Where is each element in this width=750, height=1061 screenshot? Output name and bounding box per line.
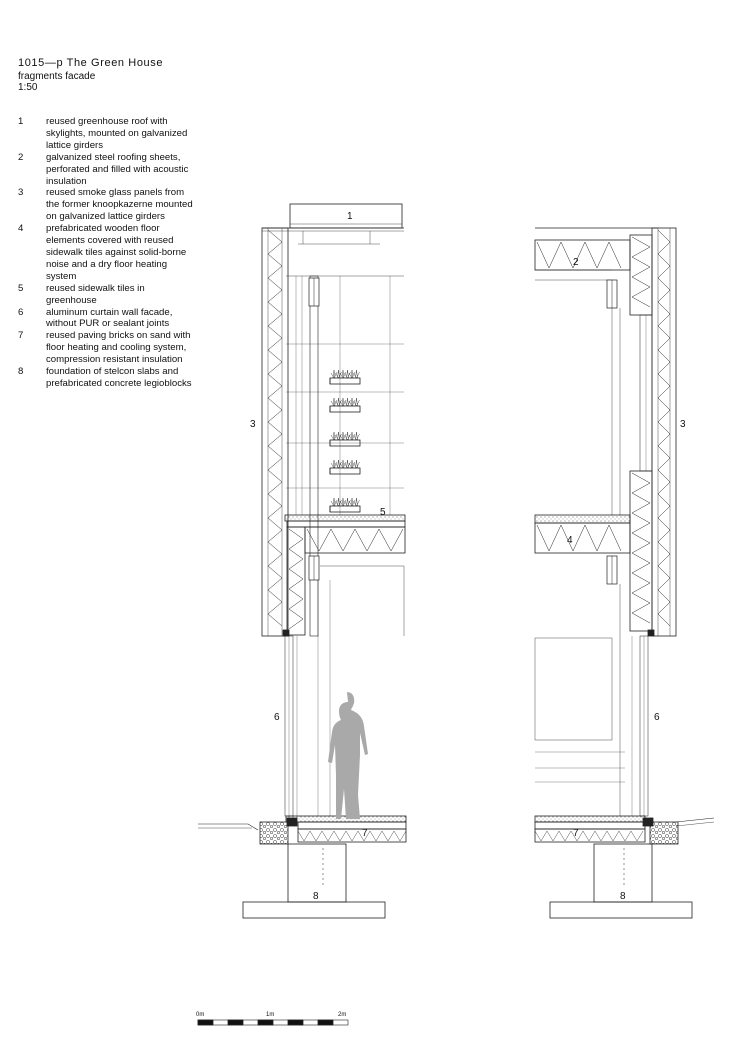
label-7-right: 7 <box>573 828 579 839</box>
scale-label-1: 1m <box>266 1012 275 1018</box>
floor-girder-right <box>535 523 630 553</box>
label-1: 1 <box>347 211 353 222</box>
steel-roofing <box>535 240 630 270</box>
label-6-left: 6 <box>274 712 280 723</box>
legend-text: galvanized steel roofing sheets, perforated and filled with acoustic insulation <box>46 151 189 187</box>
label-2: 2 <box>573 257 579 268</box>
plant-icon <box>331 398 360 406</box>
label-6-right: 6 <box>654 712 660 723</box>
legend-number: 2 <box>18 151 24 163</box>
legend-number: 5 <box>18 282 24 294</box>
callouts <box>196 211 686 1018</box>
stelcon-slab-right <box>550 902 692 918</box>
label-8-left: 8 <box>313 891 319 902</box>
plant-icon <box>331 370 360 378</box>
drawing-title: 1015—p The Green House <box>18 57 164 69</box>
scale-label-2: 2m <box>338 1012 347 1018</box>
gravel <box>260 822 288 844</box>
plant-shelves <box>330 370 360 512</box>
legend-number: 6 <box>18 306 24 318</box>
drawing-scale: 1:50 <box>18 82 38 93</box>
legend-text: reused smoke glass panels from the former knoopkazerne mounted on galvanized lattice girders <box>46 187 193 223</box>
label-3-left: 3 <box>250 419 256 430</box>
plant-icon <box>331 460 360 468</box>
legend-text: reused sidewalk tiles in greenhouse <box>46 282 145 306</box>
left-section <box>198 204 406 918</box>
legend-number: 8 <box>18 366 24 378</box>
plant-icon <box>331 498 360 506</box>
stelcon-slab <box>243 902 385 918</box>
legend-number: 4 <box>18 223 24 235</box>
label-5: 5 <box>380 507 386 518</box>
legend-number: 1 <box>18 116 24 127</box>
greenhouse-floor <box>285 515 405 521</box>
paving-floor <box>298 822 406 829</box>
plant-tray <box>330 406 360 412</box>
right-section <box>535 228 714 918</box>
plant-tray <box>330 468 360 474</box>
legend-text: foundation of stelcon slabs and prefabricated concrete legioblocks <box>46 366 192 389</box>
person-figure <box>328 692 368 819</box>
legend-text: reused paving bricks on sand with floor heating and cooling system, compression resistant insulation <box>46 330 191 366</box>
smoke-glass-facade <box>262 228 288 636</box>
lattice-girder <box>268 230 282 626</box>
legend-number: 3 <box>18 187 24 199</box>
legend-number: 7 <box>18 330 24 342</box>
paving-floor-right <box>535 822 645 829</box>
label-8-right: 8 <box>620 891 626 902</box>
scale-label-0: 0m <box>196 1012 205 1018</box>
plant-tray <box>330 506 360 512</box>
smoke-glass-facade-right <box>652 228 676 636</box>
legend-text: prefabricated wooden floor elements covered with reused sidewalk tiles against solid-borne noise and a dry floor heating system <box>46 223 187 282</box>
drawing-subtitle: fragments facade <box>18 71 96 82</box>
legend-text: aluminum curtain wall facade, without PUR or sealant joints <box>46 306 173 330</box>
legend-text: reused greenhouse roof with skylights, mounted on galvanized lattice girders <box>46 116 188 151</box>
steel-column <box>310 276 318 636</box>
greenhouse-roof <box>290 204 402 228</box>
plant-icon <box>331 432 360 440</box>
label-4: 4 <box>567 535 573 546</box>
plant-tray <box>330 378 360 384</box>
scale-bar <box>198 1020 348 1025</box>
label-7-left: 7 <box>362 828 368 839</box>
label-3-right: 3 <box>680 419 686 430</box>
